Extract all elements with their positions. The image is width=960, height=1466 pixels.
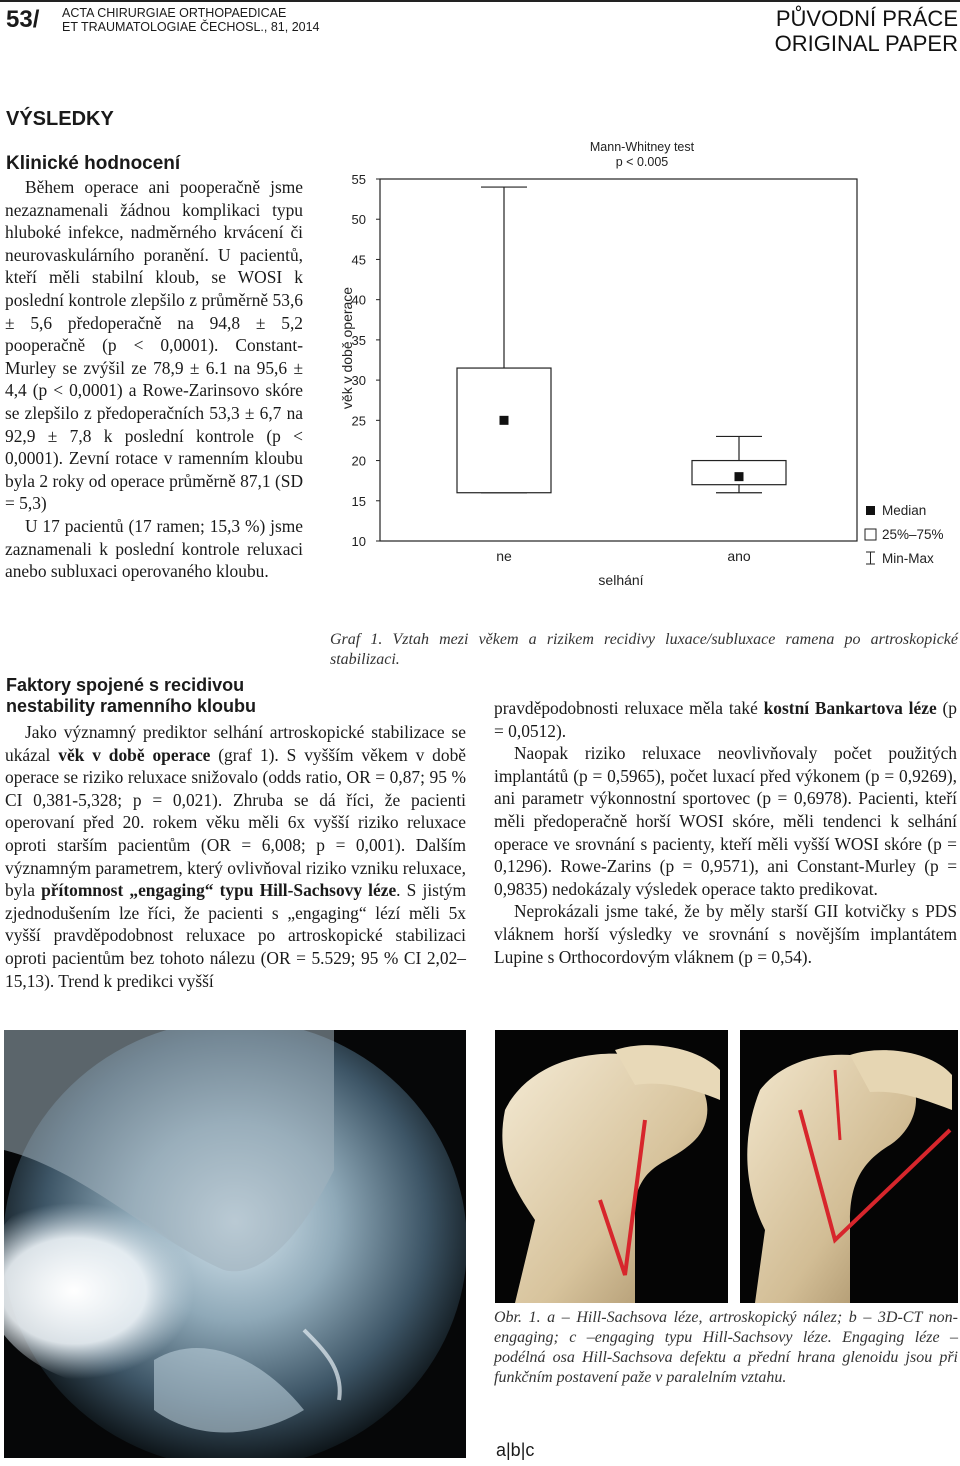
col3-paragraph-1 bbox=[494, 697, 957, 742]
y-tick-label: 40 bbox=[351, 292, 366, 308]
clinical-text bbox=[5, 176, 303, 583]
x-category-label: ne bbox=[496, 548, 512, 564]
chart-title: Mann-Whitney test bbox=[589, 140, 695, 154]
y-axis-label: věk v době operace bbox=[339, 286, 355, 410]
y-tick-label: 25 bbox=[351, 413, 366, 429]
journal-name bbox=[62, 6, 320, 34]
ct-non-engaging-image bbox=[495, 1030, 728, 1303]
y-tick-label: 50 bbox=[351, 212, 366, 228]
legend-median-label: Median bbox=[882, 503, 927, 518]
median-marker bbox=[735, 472, 744, 481]
factors-text bbox=[5, 721, 466, 992]
factors-paragraph bbox=[5, 721, 466, 992]
ct-engaging-image bbox=[740, 1030, 958, 1303]
panel-labels: a|b|c bbox=[496, 1440, 535, 1460]
chart-subtitle: p < 0.005 bbox=[615, 155, 669, 169]
y-tick-label: 35 bbox=[351, 332, 366, 348]
section-tag bbox=[775, 6, 958, 56]
iqr-box bbox=[457, 368, 551, 493]
median-marker bbox=[500, 416, 509, 425]
journal-line-2: ET TRAUMATOLOGIAE ČECHOSL., 81, 2014 bbox=[62, 20, 320, 34]
col3-paragraph-2: Naopak riziko reluxace neovlivňovaly počet použitých implantátů (p = 0,5965), počet luxací před výkonem (p = 0,9269), ani parametr výkonnostní sportovec (p = 0,6978). Pacienti, kteří měli předoperačně horší WOSI skóre, měli tendenci k selhání operace ve srovnání s pacienty, kteří měli vyšší WOSI skóre (p = 0,1296). Rowe-Zarins (p = 0,9571), ani Constant-Murley (p = 0,9835) nedokázaly výsledek operace takto predikovat. bbox=[494, 743, 957, 899]
graph-caption: Graf 1. Vztah mezi věkem a rizikem recidivy luxace/subluxace ramena po artroskopické stabilizaci. bbox=[330, 631, 958, 668]
factors-bold-engaging: přítomnost „engaging“ typu Hill-Sachsovy léze bbox=[41, 880, 397, 901]
clinical-paragraph-1: Během operace ani pooperačně jsme nezaznamenali žádnou komplikaci typu hluboké infekce, nadměrného krvácení či neurovaskulárního poranění. U pacientů, kteří měli stabilní kloub, se WOSI k poslední kontrole zlepšilo z průměrně 53,6 ± 5,6 předoperačně na 94,8 ± 5,2 pooperačně (p < 0,0001). Constant-Murley se zvýšil ze 78,9 ± 6.1 na 95,6 ± 4,4 (p < 0,0001) a Rowe-Zarinsovo skóre se zlepšilo z předoperačních 53,3 ± 6,7 na 92,9 ± 7,8 k poslední kontrole (p < 0,0001). Zevní rotace v ramenním kloubu byla 2 roky od operace průměrně 87,1 (SD = 5,3) bbox=[5, 177, 303, 514]
page-number: 53/ bbox=[6, 6, 40, 33]
y-tick-label: 55 bbox=[351, 172, 366, 187]
box-plot-chart bbox=[330, 135, 960, 595]
header-rule bbox=[0, 0, 960, 2]
legend-box-marker bbox=[865, 529, 876, 540]
factors-text-c: (graf 1). S vyšším věkem v době operace se riziko reluxace snižovalo (odds ratio, OR = 0,87; 95 % CI 0,381-5,328; p = 0,021). Zhruba se dá říci, že pacienti operovaní před 20. rokem věku měli 6x vyšší riziko reluxace oproti starším pacientům (OR = 6,008; p = 0,001). Dalším významným parametrem, který ovlivňoval riziko vzniku reluxace, byla bbox=[5, 744, 466, 901]
y-tick-label: 15 bbox=[351, 493, 366, 509]
clinical-heading: Klinické hodnocení bbox=[6, 153, 181, 174]
factors-heading: Faktory spojené s recidivou nestability ramenního kloubu bbox=[6, 675, 257, 716]
plot-frame bbox=[380, 179, 857, 541]
journal-line-1: ACTA CHIRURGIAE ORTHOPAEDICAE bbox=[62, 6, 287, 20]
section-en: ORIGINAL PAPER bbox=[774, 31, 958, 56]
section-cz: PŮVODNÍ PRÁCE bbox=[775, 6, 958, 31]
arthroscopic-photo bbox=[4, 1030, 466, 1458]
legend-whisker-label: Min-Max bbox=[882, 551, 934, 566]
col3-text bbox=[494, 697, 957, 968]
x-axis-label: selhání bbox=[598, 572, 644, 588]
factors-text-a: Jako významný prediktor selhání artroskopické stabilizace se ukázal bbox=[5, 722, 466, 765]
col3-text-c: (p = 0,0512). bbox=[494, 698, 957, 741]
col3-bold-bankart: kostní Bankartova léze bbox=[763, 698, 937, 718]
y-tick-label: 20 bbox=[351, 453, 366, 469]
x-category-label: ano bbox=[727, 548, 751, 564]
factors-text-e: . S jistým zjednodušením lze říci, že pacienti s „engaging“ lézí měli 5x vyšší pravděpodobnost reluxace po artroskopické stabilizaci oproti pacientům bez tohoto nálezu (OR = 5.529; 95 % CI 2,02–15,13). Trend k predikci vyšší bbox=[5, 880, 466, 991]
figure-caption: Obr. 1. a – Hill-Sachsova léze, artroskopický nález; b – 3D-CT non-engaging; c –engaging typu Hill-Sachsovy léze. Engaging léze – podélná osa Hill-Sachsova defektu a přední hrana glenoidu jsou při funkčním postavení paže v paralelním vztahu. bbox=[494, 1309, 958, 1386]
col3-text-a: pravděpodobnosti reluxace měla také bbox=[494, 698, 764, 718]
y-tick-label: 45 bbox=[351, 252, 366, 268]
factors-bold-age: věk v době operace bbox=[58, 744, 211, 765]
legend-median-marker bbox=[866, 506, 875, 515]
results-heading: VÝSLEDKY bbox=[6, 108, 114, 130]
legend-box-label: 25%–75% bbox=[882, 527, 944, 542]
clinical-paragraph-2: U 17 pacientů (17 ramen; 15,3 %) jsme zaznamenali k poslední kontrole reluxaci anebo subluxaci operovaného kloubu. bbox=[5, 515, 303, 582]
y-tick-label: 10 bbox=[351, 534, 366, 549]
col3-paragraph-3: Neprokázali jsme také, že by měly starší GII kotvičky s PDS vláknem horší výsledky ve srovnání s novějším implantátem Lupine s Orthocordovým vláknem (p = 0,54). bbox=[494, 901, 957, 967]
y-tick-label: 30 bbox=[351, 373, 366, 389]
